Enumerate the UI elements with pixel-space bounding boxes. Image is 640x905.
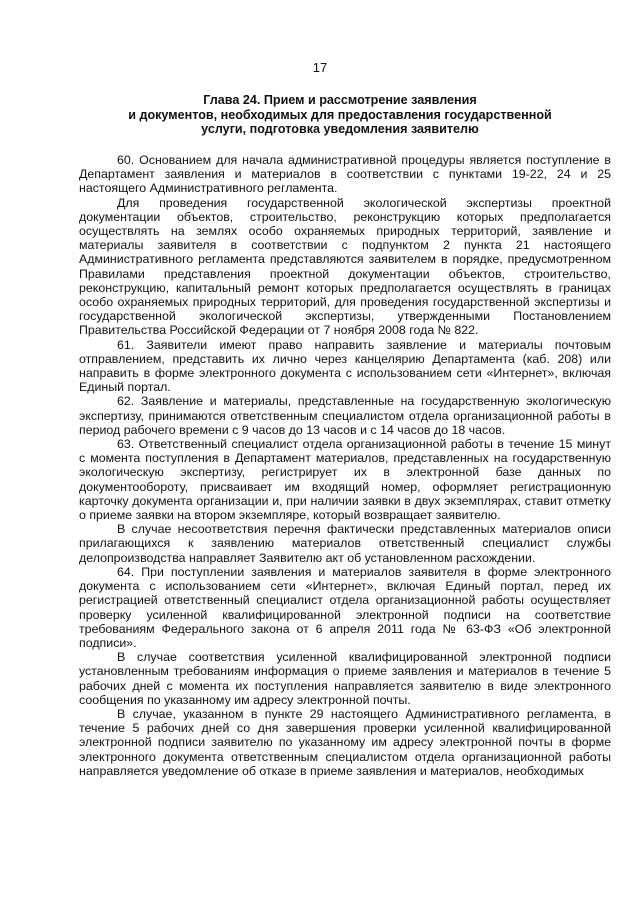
chapter-title-line: Глава 24. Прием и рассмотрение заявления [203, 93, 477, 107]
paragraph-63: 63. Ответственный специалист отдела организационной работы в течение 15 минут с момента поступления в Департамент материалов, представленных на государственную экологическую экспертизу, регистрирует их в электронной базе данных по документообороту, присваивает им входящий номер, оформляет регистрационную карточку документа организации и, при наличии заявки в двух экземплярах, ставит отметку о приеме заявки на втором экземпляре, который возвращает заявителю. [79, 437, 611, 523]
paragraph-63-mismatch: В случае несоответствия перечня фактически представленных материалов описи прилагающихся к заявлению материалов ответственный специалист службы делопроизводства направляет Заявителю акт об установленном расхождении. [79, 522, 611, 565]
paragraph-60-expertise: Для проведения государственной экологической экспертизы проектной документации объектов, строительство, реконструкцию которых предполагается осуществлять на землях особо охраняемых природных территорий, заявление и материалы заявителя в соответствии с подпунктом 2 пункта 21 настоящего Административного регламента представляются заявителем в порядке, предусмотренном Правилами представления проектной документации объектов, строительство, реконструкцию, капитальный ремонт которых предполагается осуществлять в границах особо охраняемых природных территорий, для проведения государственной экспертизы и государственной экологической экспертизы, утвержденными Постановлением Правительства Российской Федерации от 7 ноября 2008 года № 822. [79, 195, 611, 338]
paragraph-61: 61. Заявители имеют право направить заявление и материалы почтовым отправлением, представить их лично через канцелярию Департамента (каб. 208) или направить в форме электронного документа с использованием сети «Интернет», включая Единый портал. [79, 337, 611, 395]
chapter-title-line: услуги, подготовка уведомления заявителю [201, 122, 479, 137]
paragraph-64-valid-signature: В случае соответствия усиленной квалифицированной электронной подписи установленным требованиям информация о приеме заявления и материалов в течение 5 рабочих дней с момента их поступления направляется заявителю в виде электронного сообщения по указанному им адресу электронной почты. [79, 650, 611, 707]
paragraph-62: 62. Заявление и материалы, представленные на государственную экологическую экспертизу, принимаются ответственным специалистом отдела организационной работы в период рабочего времени с 9 часов до 13 часов и с 14 часов до 18 часов. [79, 394, 611, 437]
paragraph-64: 64. При поступлении заявления и материалов заявителя в форме электронного документа с использованием сети «Интернет», включая Единый портал, перед их регистрацией ответственный специалист отдела организационной работы осуществляет проверку усиленной квалифицированной электронной подписи на соответствие требованиям Федерального закона от 6 апреля 2011 года № 63-ФЗ «Об электронной подписи». [79, 564, 611, 650]
document-body [79, 153, 611, 778]
chapter-title [90, 93, 590, 137]
chapter-title-line: и документов, необходимых для предоставления государственной [128, 107, 552, 122]
page-number: 17 [312, 60, 328, 75]
paragraph-60: 60. Основанием для начала административной процедуры является поступление в Департамент заявления и материалов в соответствии с пунктами 19-22, 24 и 25 настоящего Административного регламента. [79, 153, 611, 196]
paragraph-64-refusal: В случае, указанном в пункте 29 настоящего Административного регламента, в течение 5 рабочих дней со дня завершения проверки усиленной квалифицированной электронной подписи заявителю по указанному им адресу электронной почты в форме электронного документа ответственным специалистом отдела организационной работы направляется уведомление об отказе в приеме заявления и материалов, необходимых [79, 706, 611, 778]
